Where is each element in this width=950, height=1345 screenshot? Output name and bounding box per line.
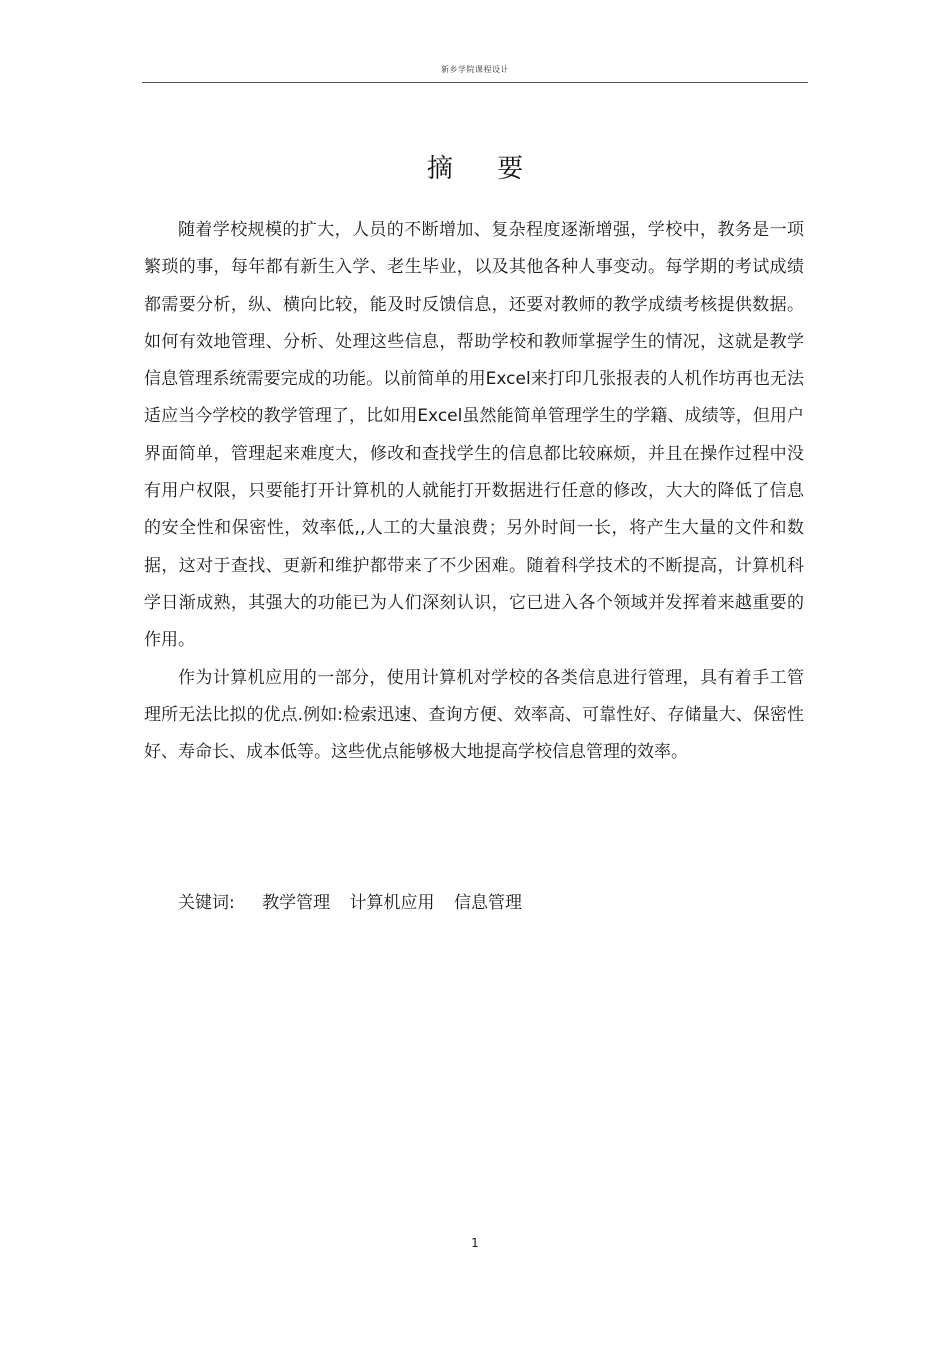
page-title: 摘 要 [426,154,542,184]
keywords-line [178,888,536,913]
running-header: 新乡学院课程设计 [441,65,509,74]
abstract-paragraph-2: 作为计算机应用的一部分，使用计算机对学校的各类信息进行管理，具有着手工管理所无法比拟的优点.例如:检索迅速、查询方便、效率高、可靠性好、存储量大、保密性好、寿命长、成本低等。这些优点能够极大地提高学校信息管理的效率。 [144,667,804,763]
keywords-label: 关键词: [178,893,235,913]
keyword-item: 教学管理 [262,893,331,913]
abstract-paragraph-1: 随着学校规模的扩大，人员的不断增加、复杂程度逐渐增强，学校中，教务是一项繁琐的事，每年都有新生入学、老生毕业，以及其他各种人事变动。每学期的考试成绩都需要分析，纵、横向比较，能及时反馈信息，还要对教师的教学成绩考核提供数据。如何有效地管理、分析、处理这些信息，帮助学校和教师掌握学生的情况，这就是教学信息管理系统需要完成的功能。以前简单的用Excel来打印几张报表的人机作坊再也无法适应当今学校的教学管理了，比如用Excel虽然能简单管理学生的学籍、成绩等，但用户界面简单，管理起来难度大，修改和查找学生的信息都比较麻烦，并且在操作过程中没有用户权限，只要能打开计算机的人就能打开数据进行任意的修改，大大的降低了信息的安全性和保密性，效率低,,人工的大量浪费；另外时间一长，将产生大量的文件和数据，这对于查找、更新和维护都带来了不少困难。随着科学技术的不断提高，计算机科学日渐成熟，其强大的功能已为人们深刻认识，它已进入各个领域并发挥着来越重要的作用。 [144,220,804,651]
keyword-item: 信息管理 [453,893,522,913]
keyword-item: 计算机应用 [349,893,435,913]
page-number: 1 [471,1236,479,1250]
abstract-body [144,212,804,771]
header-rule [142,82,808,83]
